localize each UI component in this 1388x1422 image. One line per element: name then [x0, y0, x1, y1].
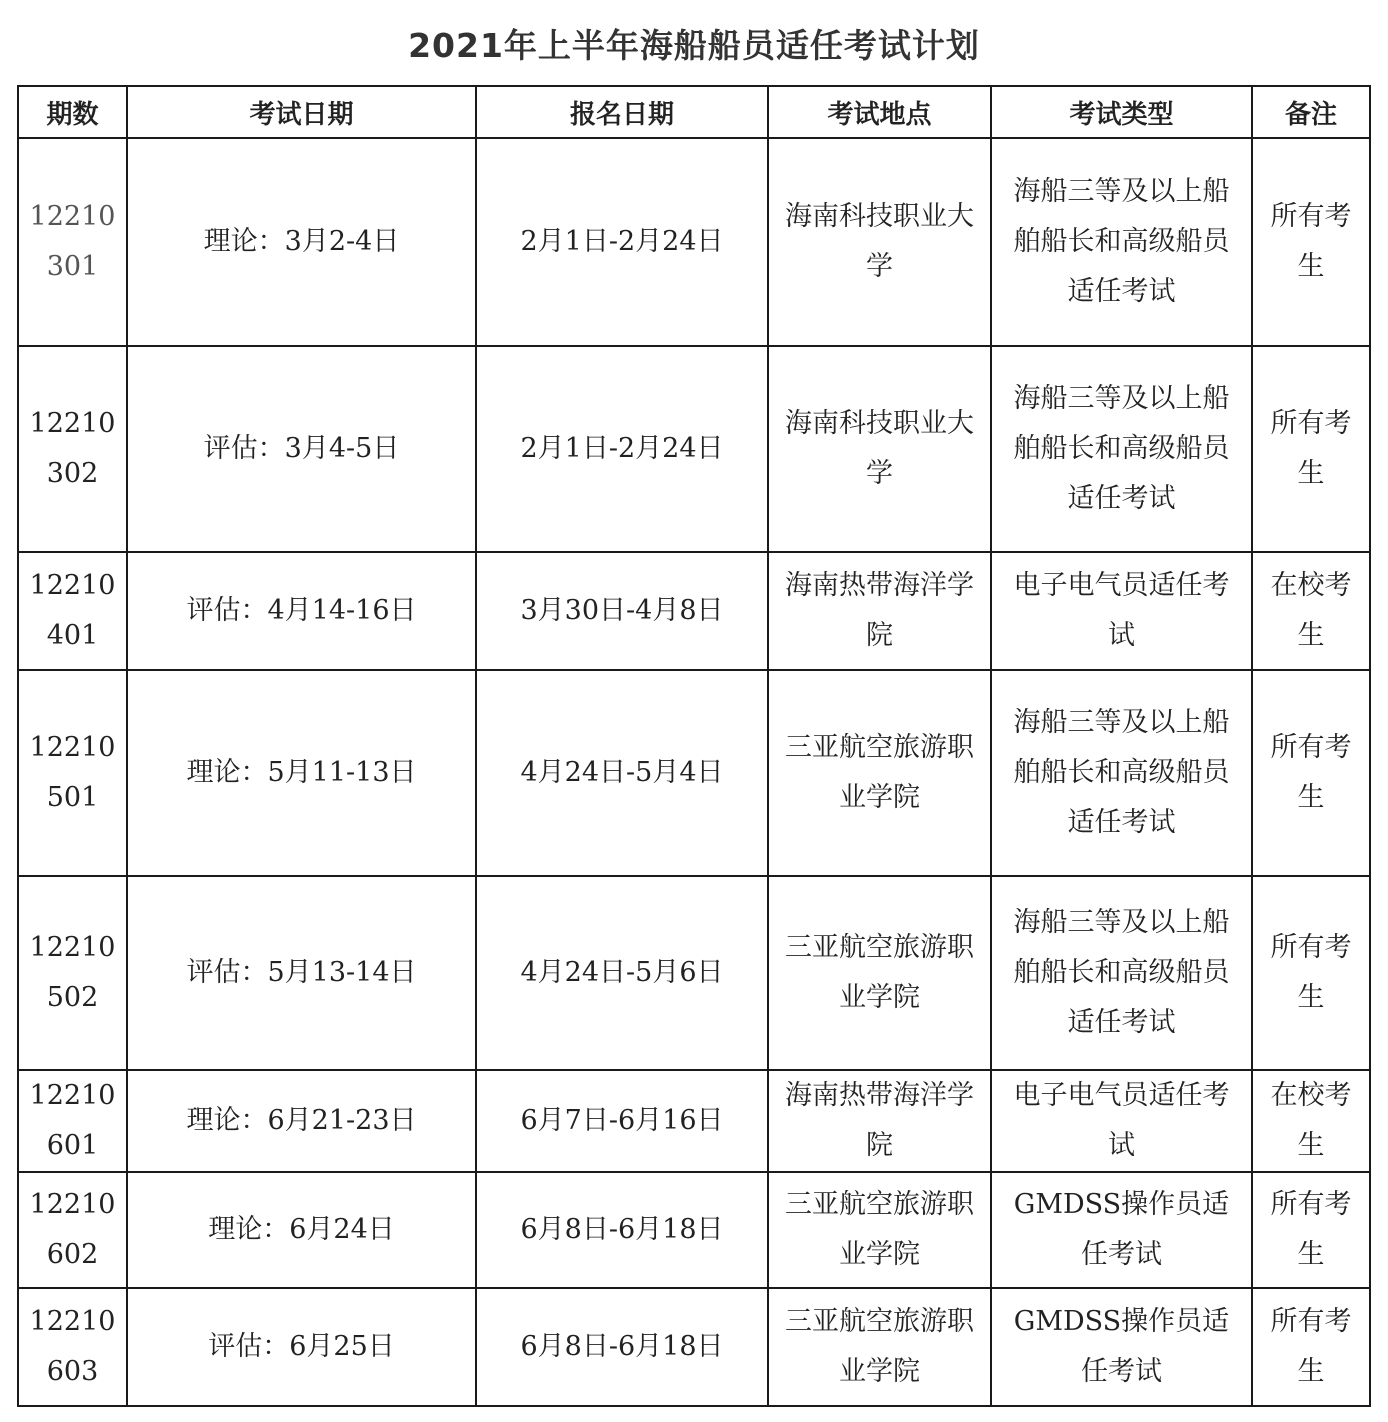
cell-remark: 所有考生	[1252, 346, 1370, 552]
table-row	[18, 138, 1370, 346]
cell-location: 三亚航空旅游职业学院	[768, 876, 991, 1070]
cell-period: 12210602	[18, 1172, 127, 1288]
cell-signup-date: 6月8日-6月18日	[476, 1172, 768, 1288]
cell-location: 三亚航空旅游职业学院	[768, 670, 991, 876]
cell-exam-type: 海船三等及以上船舶船长和高级船员适任考试	[991, 346, 1252, 552]
cell-remark: 在校考生	[1252, 1070, 1370, 1172]
cell-location: 海南科技职业大学	[768, 346, 991, 552]
cell-remark: 在校考生	[1252, 552, 1370, 670]
cell-exam-type: 电子电气员适任考试	[991, 552, 1252, 670]
cell-signup-date: 4月24日-5月6日	[476, 876, 768, 1070]
cell-location: 海南热带海洋学院	[768, 1070, 991, 1172]
cell-exam-type: 电子电气员适任考试	[991, 1070, 1252, 1172]
cell-exam-date: 理论：3月2-4日	[127, 138, 476, 346]
cell-exam-date: 评估：3月4-5日	[127, 346, 476, 552]
header-exam-date: 考试日期	[127, 86, 476, 138]
cell-signup-date: 6月8日-6月18日	[476, 1288, 768, 1406]
cell-location: 海南热带海洋学院	[768, 552, 991, 670]
cell-exam-date: 评估：5月13-14日	[127, 876, 476, 1070]
cell-period: 12210302	[18, 346, 127, 552]
exam-plan-table	[17, 85, 1371, 1407]
table-row	[18, 876, 1370, 1070]
cell-exam-type: 海船三等及以上船舶船长和高级船员适任考试	[991, 876, 1252, 1070]
cell-exam-type: 海船三等及以上船舶船长和高级船员适任考试	[991, 670, 1252, 876]
cell-remark: 所有考生	[1252, 1172, 1370, 1288]
cell-exam-type: GMDSS操作员适任考试	[991, 1172, 1252, 1288]
cell-location: 三亚航空旅游职业学院	[768, 1172, 991, 1288]
header-signup-date: 报名日期	[476, 86, 768, 138]
cell-exam-date: 评估：4月14-16日	[127, 552, 476, 670]
cell-signup-date: 6月7日-6月16日	[476, 1070, 768, 1172]
cell-exam-date: 理论：5月11-13日	[127, 670, 476, 876]
header-remark: 备注	[1252, 86, 1370, 138]
cell-remark: 所有考生	[1252, 670, 1370, 876]
cell-remark: 所有考生	[1252, 1288, 1370, 1406]
header-period: 期数	[18, 86, 127, 138]
cell-signup-date: 2月1日-2月24日	[476, 346, 768, 552]
cell-exam-type: GMDSS操作员适任考试	[991, 1288, 1252, 1406]
header-exam-type: 考试类型	[991, 86, 1252, 138]
cell-signup-date: 3月30日-4月8日	[476, 552, 768, 670]
cell-period: 12210601	[18, 1070, 127, 1172]
table-row	[18, 1288, 1370, 1406]
page-title: 2021年上半年海船船员适任考试计划	[408, 26, 980, 65]
cell-exam-date: 理论：6月24日	[127, 1172, 476, 1288]
cell-location: 海南科技职业大学	[768, 138, 991, 346]
cell-remark: 所有考生	[1252, 876, 1370, 1070]
cell-signup-date: 4月24日-5月4日	[476, 670, 768, 876]
cell-signup-date: 2月1日-2月24日	[476, 138, 768, 346]
cell-remark: 所有考生	[1252, 138, 1370, 346]
cell-period: 12210301	[18, 138, 127, 346]
table-header-row	[18, 86, 1370, 138]
cell-exam-date: 理论：6月21-23日	[127, 1070, 476, 1172]
table-row	[18, 1172, 1370, 1288]
cell-exam-date: 评估：6月25日	[127, 1288, 476, 1406]
cell-period: 12210502	[18, 876, 127, 1070]
table-row	[18, 346, 1370, 552]
cell-period: 12210603	[18, 1288, 127, 1406]
header-location: 考试地点	[768, 86, 991, 138]
cell-location: 三亚航空旅游职业学院	[768, 1288, 991, 1406]
table-row	[18, 670, 1370, 876]
table-row	[18, 1070, 1370, 1172]
cell-exam-type: 海船三等及以上船舶船长和高级船员适任考试	[991, 138, 1252, 346]
cell-period: 12210501	[18, 670, 127, 876]
cell-period: 12210401	[18, 552, 127, 670]
table-row	[18, 552, 1370, 670]
